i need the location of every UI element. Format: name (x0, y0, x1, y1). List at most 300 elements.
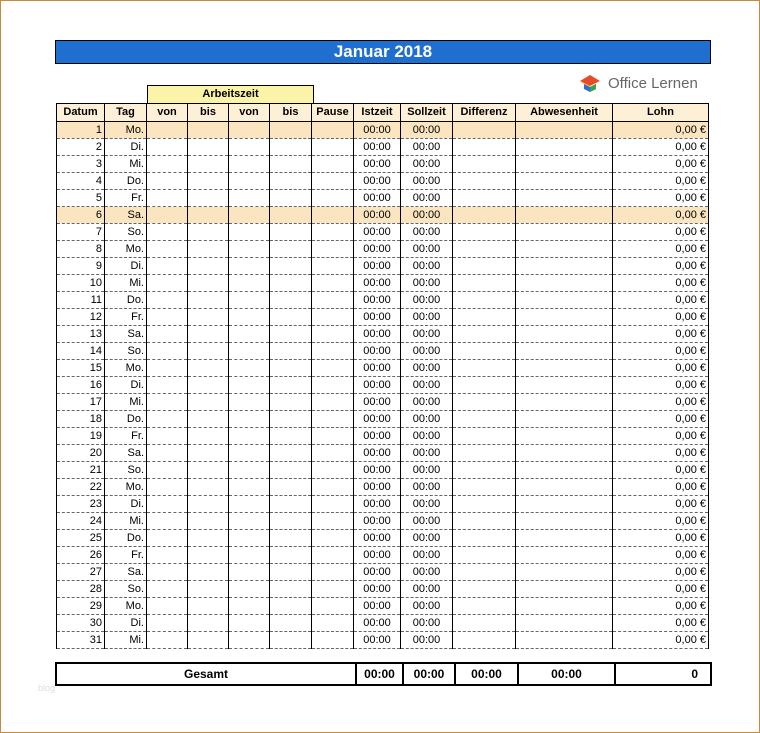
abwesenheit-cell[interactable] (516, 598, 613, 615)
von-2-cell[interactable] (229, 428, 270, 445)
von-1-cell[interactable] (147, 462, 188, 479)
sollzeit-cell: 00:00 (401, 360, 453, 377)
von-1-cell[interactable] (147, 241, 188, 258)
abwesenheit-cell[interactable] (516, 581, 613, 598)
sollzeit-cell: 00:00 (401, 241, 453, 258)
table-row (57, 632, 709, 649)
abwesenheit-cell[interactable] (516, 632, 613, 649)
istzeit-cell: 00:00 (354, 513, 401, 530)
von-1-cell[interactable] (147, 224, 188, 241)
datum-cell: 26 (57, 547, 105, 564)
von-2-cell[interactable] (229, 479, 270, 496)
tag-cell: Sa. (105, 445, 147, 462)
von-2-cell[interactable] (229, 394, 270, 411)
bis-1-cell[interactable] (188, 343, 229, 360)
abwesenheit-cell[interactable] (516, 360, 613, 377)
bis-1-cell[interactable] (188, 530, 229, 547)
bis-2-cell[interactable] (270, 394, 312, 411)
von-1-cell[interactable] (147, 598, 188, 615)
von-1-cell[interactable] (147, 428, 188, 445)
pause-cell[interactable] (312, 445, 354, 462)
abwesenheit-cell[interactable] (516, 326, 613, 343)
abwesenheit-cell[interactable] (516, 139, 613, 156)
von-1-cell[interactable] (147, 360, 188, 377)
sollzeit-cell: 00:00 (401, 411, 453, 428)
pause-cell[interactable] (312, 241, 354, 258)
table-row (57, 139, 709, 156)
bis-1-cell[interactable] (188, 496, 229, 513)
abwesenheit-cell[interactable] (516, 258, 613, 275)
tag-cell: Do. (105, 411, 147, 428)
von-2-cell[interactable] (229, 513, 270, 530)
abwesenheit-cell[interactable] (516, 530, 613, 547)
bis-2-cell[interactable] (270, 377, 312, 394)
bis-2-cell[interactable] (270, 581, 312, 598)
pause-cell[interactable] (312, 275, 354, 292)
table-row (57, 547, 709, 564)
bis-1-cell[interactable] (188, 275, 229, 292)
lohn-cell: 0,00 € (613, 224, 709, 241)
abwesenheit-cell[interactable] (516, 411, 613, 428)
bis-1-cell[interactable] (188, 258, 229, 275)
von-2-cell[interactable] (229, 632, 270, 649)
von-1-cell[interactable] (147, 411, 188, 428)
von-2-cell[interactable] (229, 445, 270, 462)
table-row (57, 394, 709, 411)
datum-cell: 14 (57, 343, 105, 360)
datum-cell: 20 (57, 445, 105, 462)
total-lohn: 0 (615, 663, 711, 685)
bis-2-cell[interactable] (270, 241, 312, 258)
pause-cell[interactable] (312, 513, 354, 530)
von-1-cell[interactable] (147, 479, 188, 496)
sollzeit-cell: 00:00 (401, 207, 453, 224)
bis-2-cell[interactable] (270, 309, 312, 326)
abwesenheit-cell[interactable] (516, 173, 613, 190)
datum-cell: 6 (57, 207, 105, 224)
datum-cell: 1 (57, 122, 105, 139)
bis-2-cell[interactable] (270, 598, 312, 615)
differenz-cell (453, 581, 516, 598)
von-1-cell[interactable] (147, 173, 188, 190)
bis-2-cell[interactable] (270, 292, 312, 309)
abwesenheit-cell[interactable] (516, 292, 613, 309)
bis-1-cell[interactable] (188, 224, 229, 241)
von-2-cell[interactable] (229, 309, 270, 326)
bis-2-cell[interactable] (270, 360, 312, 377)
bis-2-cell[interactable] (270, 173, 312, 190)
tag-cell: Fr. (105, 547, 147, 564)
sollzeit-cell: 00:00 (401, 496, 453, 513)
table-row (57, 122, 709, 139)
von-2-cell[interactable] (229, 241, 270, 258)
abwesenheit-cell[interactable] (516, 428, 613, 445)
bis-1-cell[interactable] (188, 462, 229, 479)
bis-2-cell[interactable] (270, 547, 312, 564)
von-2-cell[interactable] (229, 411, 270, 428)
time-sheet-table (56, 103, 709, 649)
tag-cell: Fr. (105, 190, 147, 207)
von-1-cell[interactable] (147, 547, 188, 564)
bis-1-cell[interactable] (188, 207, 229, 224)
bis-1-cell[interactable] (188, 309, 229, 326)
von-1-cell[interactable] (147, 394, 188, 411)
bis-2-cell[interactable] (270, 207, 312, 224)
istzeit-cell: 00:00 (354, 564, 401, 581)
bis-1-cell[interactable] (188, 122, 229, 139)
abwesenheit-cell[interactable] (516, 309, 613, 326)
datum-cell: 18 (57, 411, 105, 428)
differenz-cell (453, 360, 516, 377)
pause-cell[interactable] (312, 343, 354, 360)
abwesenheit-cell[interactable] (516, 377, 613, 394)
table-row (57, 173, 709, 190)
header-row (57, 104, 709, 122)
pause-cell[interactable] (312, 479, 354, 496)
von-2-cell[interactable] (229, 581, 270, 598)
pause-cell[interactable] (312, 309, 354, 326)
table-row (57, 462, 709, 479)
bis-2-cell[interactable] (270, 122, 312, 139)
bis-2-cell[interactable] (270, 411, 312, 428)
istzeit-cell: 00:00 (354, 598, 401, 615)
abwesenheit-cell[interactable] (516, 224, 613, 241)
bis-1-cell[interactable] (188, 190, 229, 207)
datum-cell: 17 (57, 394, 105, 411)
datum-cell: 4 (57, 173, 105, 190)
tag-cell: Sa. (105, 326, 147, 343)
von-1-cell[interactable] (147, 581, 188, 598)
abwesenheit-cell[interactable] (516, 564, 613, 581)
bis-1-cell[interactable] (188, 292, 229, 309)
total-differenz: 00:00 (455, 663, 518, 685)
sollzeit-cell: 00:00 (401, 479, 453, 496)
abwesenheit-cell[interactable] (516, 156, 613, 173)
logo-text: Office Lernen (608, 74, 698, 92)
pause-cell[interactable] (312, 530, 354, 547)
bis-1-cell[interactable] (188, 156, 229, 173)
istzeit-cell: 00:00 (354, 258, 401, 275)
tag-cell: Di. (105, 258, 147, 275)
lohn-cell: 0,00 € (613, 122, 709, 139)
von-1-cell[interactable] (147, 496, 188, 513)
bis-2-cell[interactable] (270, 139, 312, 156)
von-2-cell[interactable] (229, 275, 270, 292)
tag-cell: Mi. (105, 632, 147, 649)
table-row (57, 309, 709, 326)
von-2-cell[interactable] (229, 530, 270, 547)
differenz-cell (453, 343, 516, 360)
lohn-cell: 0,00 € (613, 462, 709, 479)
lohn-cell: 0,00 € (613, 309, 709, 326)
istzeit-cell: 00:00 (354, 241, 401, 258)
tag-cell: Do. (105, 173, 147, 190)
total-abwesenheit: 00:00 (518, 663, 615, 685)
bis-2-cell[interactable] (270, 530, 312, 547)
istzeit-cell: 00:00 (354, 326, 401, 343)
bis-1-cell[interactable] (188, 428, 229, 445)
lohn-cell: 0,00 € (613, 581, 709, 598)
sollzeit-cell: 00:00 (401, 258, 453, 275)
table-row (57, 326, 709, 343)
von-2-cell[interactable] (229, 326, 270, 343)
bis-1-cell[interactable] (188, 445, 229, 462)
total-row (56, 663, 711, 685)
bis-2-cell[interactable] (270, 275, 312, 292)
pause-cell[interactable] (312, 207, 354, 224)
tag-cell: Di. (105, 496, 147, 513)
bis-1-cell[interactable] (188, 173, 229, 190)
differenz-cell (453, 564, 516, 581)
tag-cell: Do. (105, 292, 147, 309)
von-1-cell[interactable] (147, 343, 188, 360)
von-1-cell[interactable] (147, 156, 188, 173)
von-1-cell[interactable] (147, 564, 188, 581)
pause-cell[interactable] (312, 615, 354, 632)
sollzeit-cell: 00:00 (401, 275, 453, 292)
tag-cell: Sa. (105, 207, 147, 224)
pause-cell[interactable] (312, 496, 354, 513)
von-1-cell[interactable] (147, 513, 188, 530)
lohn-cell: 0,00 € (613, 394, 709, 411)
sollzeit-cell: 00:00 (401, 224, 453, 241)
von-1-cell[interactable] (147, 377, 188, 394)
bis-1-cell[interactable] (188, 581, 229, 598)
istzeit-cell: 00:00 (354, 292, 401, 309)
bis-2-cell[interactable] (270, 462, 312, 479)
sollzeit-cell: 00:00 (401, 530, 453, 547)
sollzeit-cell: 00:00 (401, 513, 453, 530)
istzeit-cell: 00:00 (354, 122, 401, 139)
von-2-cell[interactable] (229, 139, 270, 156)
abwesenheit-cell[interactable] (516, 275, 613, 292)
bis-1-cell[interactable] (188, 513, 229, 530)
col-von-2: von (229, 104, 270, 122)
bis-1-cell[interactable] (188, 411, 229, 428)
table-row (57, 445, 709, 462)
bis-1-cell[interactable] (188, 377, 229, 394)
pause-cell[interactable] (312, 564, 354, 581)
bis-1-cell[interactable] (188, 394, 229, 411)
abwesenheit-cell[interactable] (516, 513, 613, 530)
von-1-cell[interactable] (147, 275, 188, 292)
sollzeit-cell: 00:00 (401, 377, 453, 394)
month-title: Januar 2018 (55, 40, 711, 64)
tag-cell: So. (105, 462, 147, 479)
abwesenheit-cell[interactable] (516, 343, 613, 360)
differenz-cell (453, 479, 516, 496)
col-sollzeit: Sollzeit (401, 104, 453, 122)
differenz-cell (453, 326, 516, 343)
col-tag: Tag (105, 104, 147, 122)
istzeit-cell: 00:00 (354, 343, 401, 360)
tag-cell: Do. (105, 530, 147, 547)
lohn-cell: 0,00 € (613, 173, 709, 190)
bis-1-cell[interactable] (188, 632, 229, 649)
bis-1-cell[interactable] (188, 564, 229, 581)
von-2-cell[interactable] (229, 547, 270, 564)
bis-2-cell[interactable] (270, 513, 312, 530)
datum-cell: 16 (57, 377, 105, 394)
von-1-cell[interactable] (147, 445, 188, 462)
datum-cell: 21 (57, 462, 105, 479)
von-2-cell[interactable] (229, 190, 270, 207)
table-row (57, 343, 709, 360)
pause-cell[interactable] (312, 632, 354, 649)
von-2-cell[interactable] (229, 377, 270, 394)
bis-2-cell[interactable] (270, 224, 312, 241)
von-1-cell[interactable] (147, 530, 188, 547)
von-1-cell[interactable] (147, 326, 188, 343)
col-bis-1: bis (188, 104, 229, 122)
von-1-cell[interactable] (147, 190, 188, 207)
pause-cell[interactable] (312, 547, 354, 564)
von-2-cell[interactable] (229, 564, 270, 581)
differenz-cell (453, 173, 516, 190)
von-2-cell[interactable] (229, 156, 270, 173)
bis-2-cell[interactable] (270, 258, 312, 275)
pause-cell[interactable] (312, 326, 354, 343)
von-2-cell[interactable] (229, 360, 270, 377)
von-2-cell[interactable] (229, 615, 270, 632)
sollzeit-cell: 00:00 (401, 462, 453, 479)
table-row (57, 530, 709, 547)
von-2-cell[interactable] (229, 598, 270, 615)
von-2-cell[interactable] (229, 173, 270, 190)
bis-1-cell[interactable] (188, 326, 229, 343)
bis-2-cell[interactable] (270, 615, 312, 632)
abwesenheit-cell[interactable] (516, 241, 613, 258)
bis-1-cell[interactable] (188, 547, 229, 564)
datum-cell: 30 (57, 615, 105, 632)
pause-cell[interactable] (312, 224, 354, 241)
von-2-cell[interactable] (229, 258, 270, 275)
bis-1-cell[interactable] (188, 615, 229, 632)
abwesenheit-cell[interactable] (516, 547, 613, 564)
bis-2-cell[interactable] (270, 428, 312, 445)
istzeit-cell: 00:00 (354, 394, 401, 411)
table-row (57, 377, 709, 394)
bis-2-cell[interactable] (270, 479, 312, 496)
table-row (57, 292, 709, 309)
bis-1-cell[interactable] (188, 479, 229, 496)
pause-cell[interactable] (312, 190, 354, 207)
abwesenheit-cell[interactable] (516, 615, 613, 632)
abwesenheit-cell[interactable] (516, 190, 613, 207)
lohn-cell: 0,00 € (613, 326, 709, 343)
differenz-cell (453, 598, 516, 615)
abwesenheit-cell[interactable] (516, 445, 613, 462)
von-2-cell[interactable] (229, 292, 270, 309)
tag-cell: Mo. (105, 360, 147, 377)
abwesenheit-cell[interactable] (516, 394, 613, 411)
pause-cell[interactable] (312, 258, 354, 275)
bis-2-cell[interactable] (270, 496, 312, 513)
von-1-cell[interactable] (147, 139, 188, 156)
bis-2-cell[interactable] (270, 632, 312, 649)
bis-1-cell[interactable] (188, 139, 229, 156)
differenz-cell (453, 275, 516, 292)
von-1-cell[interactable] (147, 615, 188, 632)
table-row (57, 598, 709, 615)
pause-cell[interactable] (312, 428, 354, 445)
pause-cell[interactable] (312, 462, 354, 479)
pause-cell[interactable] (312, 598, 354, 615)
datum-cell: 3 (57, 156, 105, 173)
sollzeit-cell: 00:00 (401, 547, 453, 564)
pause-cell[interactable] (312, 360, 354, 377)
pause-cell[interactable] (312, 394, 354, 411)
von-2-cell[interactable] (229, 122, 270, 139)
tag-cell: Di. (105, 377, 147, 394)
sollzeit-cell: 00:00 (401, 564, 453, 581)
tag-cell: Fr. (105, 309, 147, 326)
lohn-cell: 0,00 € (613, 632, 709, 649)
von-2-cell[interactable] (229, 343, 270, 360)
abwesenheit-cell[interactable] (516, 496, 613, 513)
abwesenheit-cell[interactable] (516, 462, 613, 479)
istzeit-cell: 00:00 (354, 173, 401, 190)
von-2-cell[interactable] (229, 462, 270, 479)
pause-cell[interactable] (312, 377, 354, 394)
von-1-cell[interactable] (147, 122, 188, 139)
von-1-cell[interactable] (147, 258, 188, 275)
pause-cell[interactable] (312, 581, 354, 598)
abwesenheit-cell[interactable] (516, 122, 613, 139)
sollzeit-cell: 00:00 (401, 394, 453, 411)
bis-1-cell[interactable] (188, 241, 229, 258)
table-row (57, 411, 709, 428)
pause-cell[interactable] (312, 173, 354, 190)
bis-1-cell[interactable] (188, 598, 229, 615)
abwesenheit-cell[interactable] (516, 207, 613, 224)
pause-cell[interactable] (312, 411, 354, 428)
tag-cell: Mo. (105, 122, 147, 139)
von-2-cell[interactable] (229, 207, 270, 224)
bis-2-cell[interactable] (270, 445, 312, 462)
pause-cell[interactable] (312, 122, 354, 139)
col-istzeit: Istzeit (354, 104, 401, 122)
bis-2-cell[interactable] (270, 343, 312, 360)
von-1-cell[interactable] (147, 207, 188, 224)
istzeit-cell: 00:00 (354, 309, 401, 326)
bis-2-cell[interactable] (270, 190, 312, 207)
bis-2-cell[interactable] (270, 326, 312, 343)
bis-1-cell[interactable] (188, 360, 229, 377)
table-row (57, 241, 709, 258)
differenz-cell (453, 428, 516, 445)
istzeit-cell: 00:00 (354, 462, 401, 479)
von-2-cell[interactable] (229, 496, 270, 513)
von-1-cell[interactable] (147, 632, 188, 649)
von-1-cell[interactable] (147, 309, 188, 326)
sollzeit-cell: 00:00 (401, 139, 453, 156)
von-1-cell[interactable] (147, 292, 188, 309)
pause-cell[interactable] (312, 156, 354, 173)
lohn-cell: 0,00 € (613, 564, 709, 581)
von-2-cell[interactable] (229, 224, 270, 241)
pause-cell[interactable] (312, 139, 354, 156)
bis-2-cell[interactable] (270, 564, 312, 581)
abwesenheit-cell[interactable] (516, 479, 613, 496)
bis-2-cell[interactable] (270, 156, 312, 173)
table-row (57, 224, 709, 241)
lohn-cell: 0,00 € (613, 241, 709, 258)
lohn-cell: 0,00 € (613, 292, 709, 309)
differenz-cell (453, 394, 516, 411)
pause-cell[interactable] (312, 292, 354, 309)
col-datum: Datum (57, 104, 105, 122)
